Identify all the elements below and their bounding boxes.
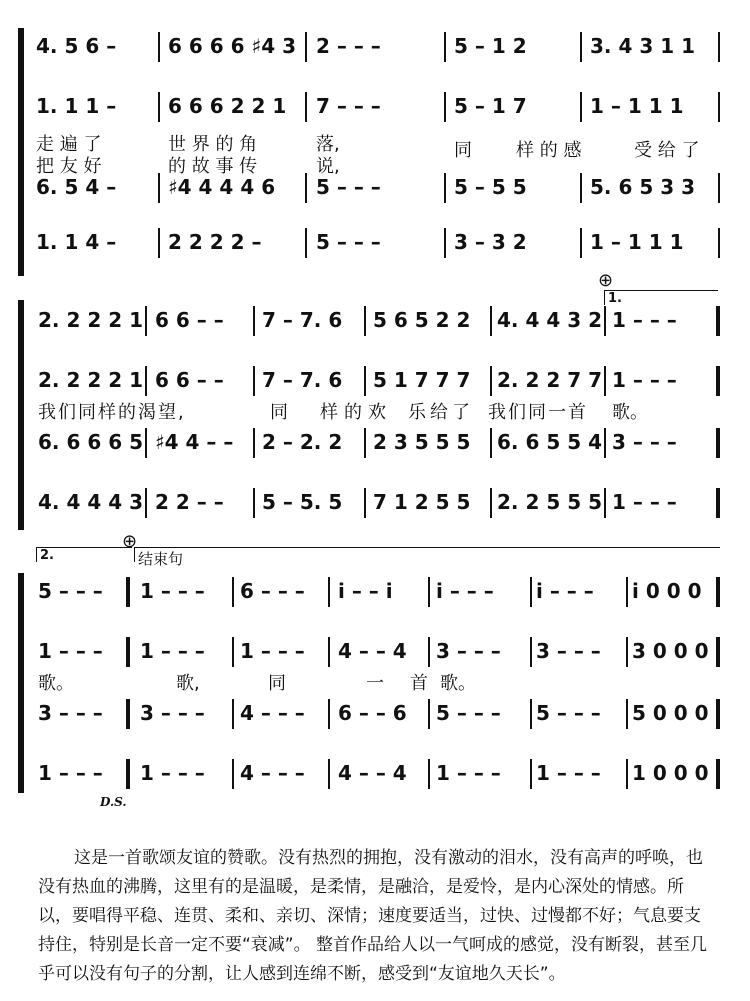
lyric: 歌。 [612, 402, 648, 423]
barline [580, 228, 582, 258]
barline [626, 577, 628, 607]
barline [490, 366, 492, 396]
barline [718, 228, 720, 258]
repeat-barline [716, 366, 720, 396]
measure: 3 0 0 0 [632, 639, 709, 663]
measure: i 0 0 0 [632, 579, 702, 603]
measure: 2. 2 2 2 1 [38, 308, 144, 332]
barline [444, 228, 446, 258]
final-barline [716, 637, 720, 667]
measure: 3 – – – [536, 639, 601, 663]
barline [604, 366, 606, 396]
lyric: 把 友 好 [36, 156, 102, 177]
measure: ♯4 4 4 4 6 [168, 175, 276, 199]
coda-sign-icon: ⊕ [598, 270, 614, 291]
measure: 1. 1 4 – [36, 230, 117, 254]
barline [145, 428, 147, 458]
measure: 6. 6 5 5 4 [497, 430, 603, 454]
score-system-1 [0, 20, 750, 280]
measure: 2 2 2 2 – [168, 230, 262, 254]
barline [580, 92, 582, 122]
measure: 5 – – – [436, 701, 501, 725]
double-barline [126, 577, 130, 607]
repeat-barline [716, 306, 720, 336]
barline [145, 366, 147, 396]
barline [253, 428, 255, 458]
system-bracket [18, 28, 24, 276]
lyric: 样 的 感 [516, 140, 582, 161]
lyric: 我们同样的渴望, [38, 402, 186, 423]
lyric: 同 [270, 402, 288, 423]
measure: 4 – – 4 [338, 639, 407, 663]
barline [718, 173, 720, 203]
repeat-barline [716, 488, 720, 518]
dal-segno-marking: D.S. [100, 795, 127, 809]
measure: 1 – – – [612, 368, 677, 392]
barline [364, 366, 366, 396]
measure: 2 – 2. 2 [262, 430, 343, 454]
measure: 2. 2 5 5 5 [497, 490, 603, 514]
measure: 3 – 3 2 [454, 230, 527, 254]
measure: i – – i [338, 579, 393, 603]
barline [428, 577, 430, 607]
ending-phrase-bracket: 结束句 [134, 547, 720, 562]
measure: 7 – – – [316, 94, 381, 118]
barline [604, 428, 606, 458]
measure: 5 – – – [536, 701, 601, 725]
measure: 1 – – – [240, 639, 305, 663]
measure: 7 – 7. 6 [262, 308, 343, 332]
barline [530, 759, 532, 789]
measure: 6 6 6 2 2 1 [168, 94, 287, 118]
barline [232, 699, 234, 729]
measure: 6 6 – – [155, 368, 224, 392]
measure: 3 – – – [612, 430, 677, 454]
barline [530, 699, 532, 729]
barline [490, 428, 492, 458]
barline [718, 92, 720, 122]
barline [158, 92, 160, 122]
measure: 2 3 5 5 5 [373, 430, 471, 454]
measure: 5 – 1 2 [454, 34, 527, 58]
barline [444, 32, 446, 62]
barline [158, 173, 160, 203]
lyric: 说, [316, 156, 340, 177]
barline [305, 228, 307, 258]
barline [328, 759, 330, 789]
measure: 6 – – 6 [338, 701, 407, 725]
barline [530, 637, 532, 667]
barline [253, 306, 255, 336]
lyric: 首 [410, 673, 428, 694]
measure: 2. 2 2 7 7 [497, 368, 603, 392]
lyric: 世 界 的 角 [168, 134, 258, 155]
barline [428, 637, 430, 667]
barline [364, 488, 366, 518]
barline [145, 488, 147, 518]
score-system-3 [0, 531, 750, 815]
barline [158, 32, 160, 62]
system-bracket [18, 300, 24, 530]
first-ending-bracket: 1. [604, 290, 718, 305]
lyric: 歌, [176, 673, 200, 694]
measure: 6 – – – [240, 579, 305, 603]
measure: 1 – – – [536, 761, 601, 785]
measure: 7 – 7. 6 [262, 368, 343, 392]
lyric: 受 给 了 [634, 140, 700, 161]
measure: 1 – – – [612, 490, 677, 514]
lyric: 同 [268, 673, 286, 694]
lyric: 走 遍 了 [36, 134, 102, 155]
barline [530, 577, 532, 607]
barline [604, 306, 606, 336]
measure: 4 – – – [240, 761, 305, 785]
measure: 6. 5 4 – [36, 175, 117, 199]
second-ending-bracket: 2. [36, 547, 132, 562]
lyric: 乐给了 [408, 402, 474, 423]
measure: 1 – – – [140, 579, 205, 603]
lyric: 一 [366, 673, 384, 694]
coda-sign-icon: ⊕ [122, 531, 138, 552]
barline [490, 488, 492, 518]
measure: 1 – – – [38, 761, 103, 785]
final-barline [716, 577, 720, 607]
measure: 4 – – – [240, 701, 305, 725]
barline [232, 759, 234, 789]
barline [305, 32, 307, 62]
measure: i – – – [536, 579, 594, 603]
commentary-paragraph: 这是一首歌颂友谊的赞歌。没有热烈的拥抱，没有激动的泪水，没有高声的呼唤，也没有热血的沸腾，这里有的是温暖，是柔情，是融洽，是爱怜，是内心深处的情感。所以，要唱得平稳、连贯、柔和、亲切、深情；速度要适当，过快、过慢都不好；气息要支持住，特别是长音一定不要“衰减”。 整首作品给人以一气呵成的感觉，没有断裂，甚至几乎可以没有句子的分割，让人感到连绵不断，感受到“友谊地久天长”。 [38, 848, 708, 984]
measure: 7 1 2 5 5 [373, 490, 471, 514]
measure: 2. 2 2 2 1 [38, 368, 144, 392]
measure: 5 – 5. 5 [262, 490, 343, 514]
measure: 5 – – – [38, 579, 103, 603]
lyric: 样的欢 [320, 402, 392, 423]
measure: 1 – – – [38, 639, 103, 663]
measure: 1. 1 1 – [36, 94, 117, 118]
barline [444, 92, 446, 122]
measure: 5 – – – [316, 230, 381, 254]
barline [490, 306, 492, 336]
measure: 1 – 1 1 1 [590, 230, 684, 254]
measure: 4. 4 4 4 3 [38, 490, 144, 514]
measure: 1 – – – [436, 761, 501, 785]
barline [580, 32, 582, 62]
measure: 6. 6 6 6 5 [38, 430, 144, 454]
measure: 5 1 7 7 7 [373, 368, 471, 392]
barline [253, 488, 255, 518]
measure: 3 – – – [140, 701, 205, 725]
barline [364, 306, 366, 336]
barline [626, 759, 628, 789]
barline [328, 699, 330, 729]
measure: 3. 4 3 1 1 [590, 34, 696, 58]
measure: 6 6 – – [155, 308, 224, 332]
barline [626, 637, 628, 667]
measure: 1 – – – [140, 761, 205, 785]
measure: 4. 5 6 – [36, 34, 117, 58]
double-barline [126, 759, 130, 789]
measure: 6 6 6 6 ♯4 3 [168, 34, 296, 58]
double-barline [126, 699, 130, 729]
double-barline [126, 637, 130, 667]
measure: 5 – – – [316, 175, 381, 199]
barline [145, 306, 147, 336]
barline [232, 637, 234, 667]
measure: 5. 6 5 3 3 [590, 175, 696, 199]
measure: 2 2 – – [155, 490, 224, 514]
barline [232, 577, 234, 607]
lyric: 的 故 事 传 [168, 156, 258, 177]
measure: 5 – 5 5 [454, 175, 527, 199]
measure: 1 – – – [612, 308, 677, 332]
measure: 3 – – – [38, 701, 103, 725]
measure: 3 – – – [436, 639, 501, 663]
measure: 1 – 1 1 1 [590, 94, 684, 118]
measure: i – – – [436, 579, 494, 603]
final-barline [716, 759, 720, 789]
barline [305, 92, 307, 122]
lyric: 歌。 [38, 673, 74, 694]
lyric: 我们同一首 [488, 402, 588, 423]
lyric: 歌。 [440, 673, 476, 694]
barline [626, 699, 628, 729]
barline [364, 428, 366, 458]
barline [328, 637, 330, 667]
barline [580, 173, 582, 203]
barline [428, 759, 430, 789]
barline [328, 577, 330, 607]
measure: 4. 4 4 3 2 [497, 308, 603, 332]
barline [305, 173, 307, 203]
measure: 1 – – – [140, 639, 205, 663]
barline [158, 228, 160, 258]
measure: 4 – – 4 [338, 761, 407, 785]
measure: 5 0 0 0 [632, 701, 709, 725]
final-barline [716, 699, 720, 729]
barline [604, 488, 606, 518]
repeat-barline [716, 428, 720, 458]
barline [428, 699, 430, 729]
measure: ♯4 4 – – [155, 430, 234, 454]
measure: 5 – 1 7 [454, 94, 527, 118]
measure: 1 0 0 0 [632, 761, 709, 785]
lyric: 同 [454, 140, 472, 161]
system-bracket [18, 573, 24, 793]
measure: 2 – – – [316, 34, 381, 58]
barline [718, 32, 720, 62]
barline [253, 366, 255, 396]
barline [444, 173, 446, 203]
score-system-2 [0, 270, 750, 530]
measure: 5 6 5 2 2 [373, 308, 471, 332]
lyric: 落, [316, 134, 340, 155]
